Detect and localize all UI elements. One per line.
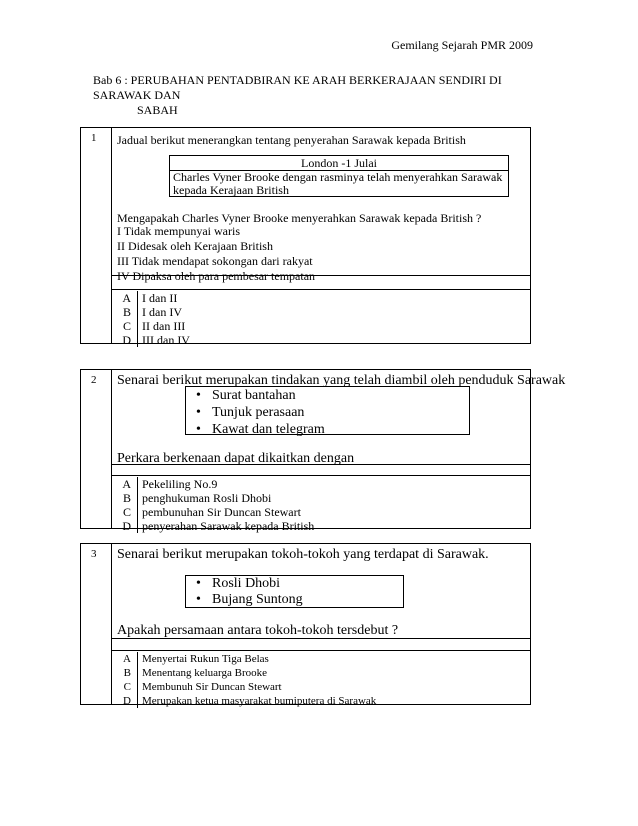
bullet-list-box bbox=[185, 575, 404, 608]
page-header: Gemilang Sejarah PMR 2009 bbox=[391, 38, 533, 52]
chapter-title-line2: SARAWAK DAN bbox=[93, 88, 181, 102]
question-number: 2 bbox=[91, 374, 97, 386]
answer-option-d[interactable]: D penyerahan Sarawak kepada British bbox=[111, 519, 530, 533]
bullet-item: • Kawat dan telegram bbox=[186, 421, 469, 438]
answer-option-a[interactable]: A Pekeliling No.9 bbox=[111, 477, 530, 491]
answer-option-b[interactable]: B Menentang keluarga Brooke bbox=[111, 666, 530, 680]
info-table bbox=[169, 155, 509, 197]
question-1 bbox=[80, 127, 531, 347]
answer-option-c[interactable]: C II dan III bbox=[111, 319, 530, 333]
question-text: Perkara berkenaan dapat dikaitkan dengan bbox=[117, 451, 355, 466]
answer-option-b[interactable]: B I dan IV bbox=[111, 305, 530, 319]
question-number: 1 bbox=[91, 132, 97, 144]
question-stem: Senarai berikut merupakan tokoh-tokoh yang terdapat di Sarawak. bbox=[117, 547, 489, 562]
question-text: Apakah persamaan antara tokoh-tokoh tersdebut ? bbox=[117, 623, 399, 638]
statement: III Tidak mendapat sokongan dari rakyat bbox=[117, 254, 313, 268]
answer-option-d[interactable]: D III dan IV bbox=[111, 333, 530, 347]
bullet-list-box bbox=[185, 386, 470, 435]
bullet-item: • Tunjuk perasaan bbox=[186, 404, 469, 421]
answer-option-c[interactable]: C Membunuh Sir Duncan Stewart bbox=[111, 680, 530, 694]
chapter-title-line3: SABAH bbox=[137, 103, 178, 117]
chapter-title-line1: Bab 6 : PERUBAHAN PENTADBIRAN KE ARAH BERKERAJAAN SENDIRI DI bbox=[93, 73, 502, 87]
info-table-line2: kepada Kerajaan British bbox=[173, 183, 289, 197]
question-stem: Jadual berikut menerangkan tentang penyerahan Sarawak kepada British bbox=[117, 133, 466, 147]
answer-option-d[interactable]: D Merupakan ketua masyarakat bumiputera di Sarawak bbox=[111, 694, 530, 708]
bullet-item: • Bujang Suntong bbox=[186, 592, 403, 608]
question-stem: Senarai berikut merupakan tindakan yang telah diambil oleh penduduk Sarawak bbox=[117, 373, 566, 388]
answer-option-a[interactable]: A Menyertai Rukun Tiga Belas bbox=[111, 652, 530, 666]
answer-option-c[interactable]: C pembunuhan Sir Duncan Stewart bbox=[111, 505, 530, 519]
info-table-line1: Charles Vyner Brooke dengan rasminya telah menyerahkan Sarawak bbox=[173, 170, 503, 184]
question-3 bbox=[80, 543, 531, 705]
statement: IV Dipaksa oleh para pembesar tempatan bbox=[117, 269, 316, 283]
question-number: 3 bbox=[91, 548, 97, 560]
info-table-title: London -1 Julai bbox=[170, 156, 508, 171]
answer-option-b[interactable]: B penghukuman Rosli Dhobi bbox=[111, 491, 530, 505]
statement: II Didesak oleh Kerajaan British bbox=[117, 239, 273, 253]
bullet-item: • Surat bantahan bbox=[186, 387, 469, 404]
answer-options bbox=[111, 291, 530, 347]
question-text: Mengapakah Charles Vyner Brooke menyerahkan Sarawak kepada British ? bbox=[117, 211, 482, 225]
answer-options bbox=[111, 477, 530, 533]
question-2 bbox=[80, 369, 566, 533]
bullet-item: • Rosli Dhobi bbox=[186, 576, 403, 592]
statement: I Tidak mempunyai waris bbox=[117, 224, 240, 238]
answer-options bbox=[111, 652, 530, 708]
chapter-title bbox=[93, 73, 553, 118]
answer-option-a[interactable]: A I dan II bbox=[111, 291, 530, 305]
